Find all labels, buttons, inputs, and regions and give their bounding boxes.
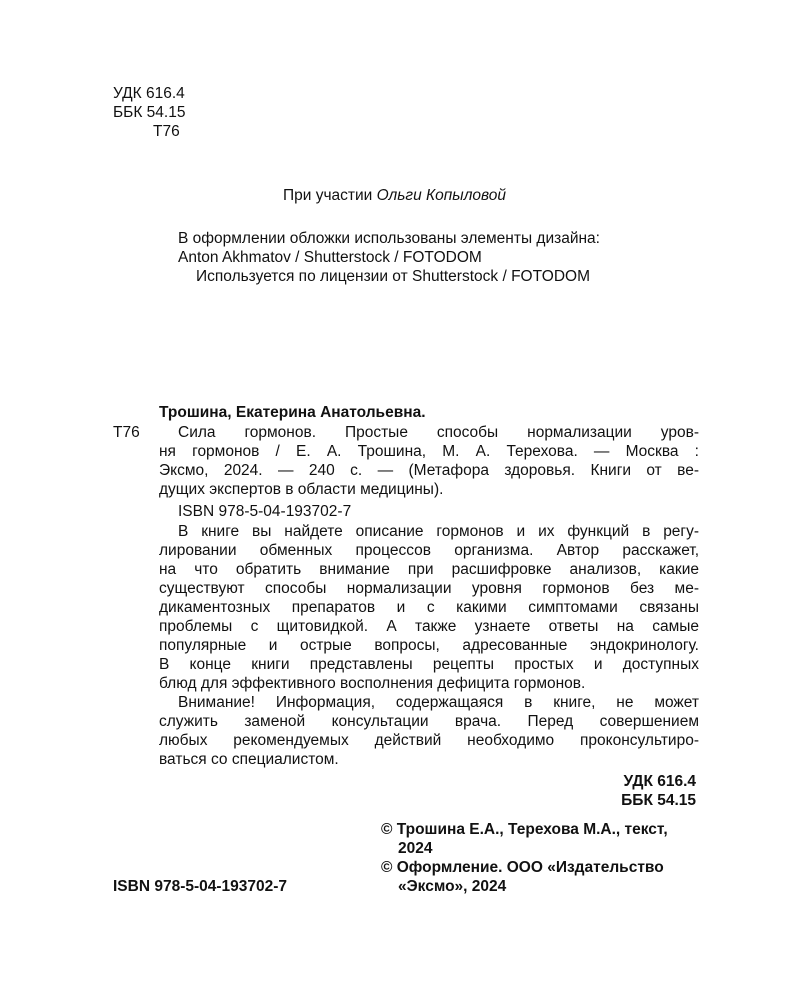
annotation-warning-line: служить заменой консультации врача. Перед совершением xyxy=(159,713,699,730)
annotation-line: популярные и острые вопросы, адресованные эндокринологу. xyxy=(159,637,699,654)
record-line-1: Сила гормонов. Простые способы нормализации уров- xyxy=(178,424,699,441)
annotation-warning-line: Внимание! Информация, содержащаяся в книге, не может xyxy=(178,694,699,711)
udk-code-top: УДК 616.4 xyxy=(113,85,185,102)
footer-isbn: ISBN 978-5-04-193702-7 xyxy=(113,878,288,895)
bbk-code-top: ББК 54.15 xyxy=(113,104,186,121)
annotation-line: В книге вы найдете описание гормонов и их функций в регу- xyxy=(178,523,699,540)
participation-prefix: При участии xyxy=(283,187,377,204)
annotation-warning-line: любых рекомендуемых действий необходимо проконсультиро- xyxy=(159,732,699,749)
annotation-line: дикаментозных препаратов и с какими симптомами связаны xyxy=(159,599,699,616)
annotation-line: проблемы с щитовидкой. А также узнаете ответы на самые xyxy=(159,618,699,635)
bbk-code-record: ББК 54.15 xyxy=(621,792,696,809)
participation-line xyxy=(283,186,506,205)
annotation-line: В конце книги представлены рецепты простых и доступных xyxy=(159,656,699,673)
annotation-line: блюд для эффективного восполнения дефицита гормонов. xyxy=(159,675,586,692)
record-line-3: Эксмо, 2024. — 240 с. — (Метафора здоровья. Книги от ве- xyxy=(159,462,699,479)
udk-code-record: УДК 616.4 xyxy=(623,773,696,790)
copyright-authors-line1: © Трошина Е.А., Терехова М.А., текст, xyxy=(381,821,668,838)
annotation-line: на что обратить внимание при расшифровке анализов, какие xyxy=(159,561,699,578)
copyright-design-line2: «Эксмо», 2024 xyxy=(398,878,507,895)
annotation-warning-line: ваться со специалистом. xyxy=(159,751,339,768)
copyright-authors-line2: 2024 xyxy=(398,840,433,857)
cover-design-sources: Anton Akhmatov / Shutterstock / FOTODOM xyxy=(178,249,482,266)
copyright-design-line1: © Оформление. ООО «Издательство xyxy=(381,859,664,876)
license-line: Используется по лицензии от Shutterstock / FOTODOM xyxy=(196,268,590,285)
author-mark-top: Т76 xyxy=(153,123,180,140)
record-line-2: ня гормонов / Е. А. Трошина, М. А. Терехова. — Москва : xyxy=(159,443,699,460)
record-isbn: ISBN 978-5-04-193702-7 xyxy=(178,503,352,520)
participation-name: Ольги Копыловой xyxy=(376,187,507,204)
record-line-4: дущих экспертов в области медицины). xyxy=(159,481,444,498)
annotation-line: существуют способы нормализации уровня гормонов без ме- xyxy=(159,580,699,597)
cover-design-line: В оформлении обложки использованы элементы дизайна: xyxy=(178,230,600,247)
author-mark-record: Т76 xyxy=(113,424,140,441)
annotation-line: лировании обменных процессов организма. Автор расскажет, xyxy=(159,542,699,559)
author-heading: Трошина, Екатерина Анатольевна. xyxy=(159,404,426,421)
